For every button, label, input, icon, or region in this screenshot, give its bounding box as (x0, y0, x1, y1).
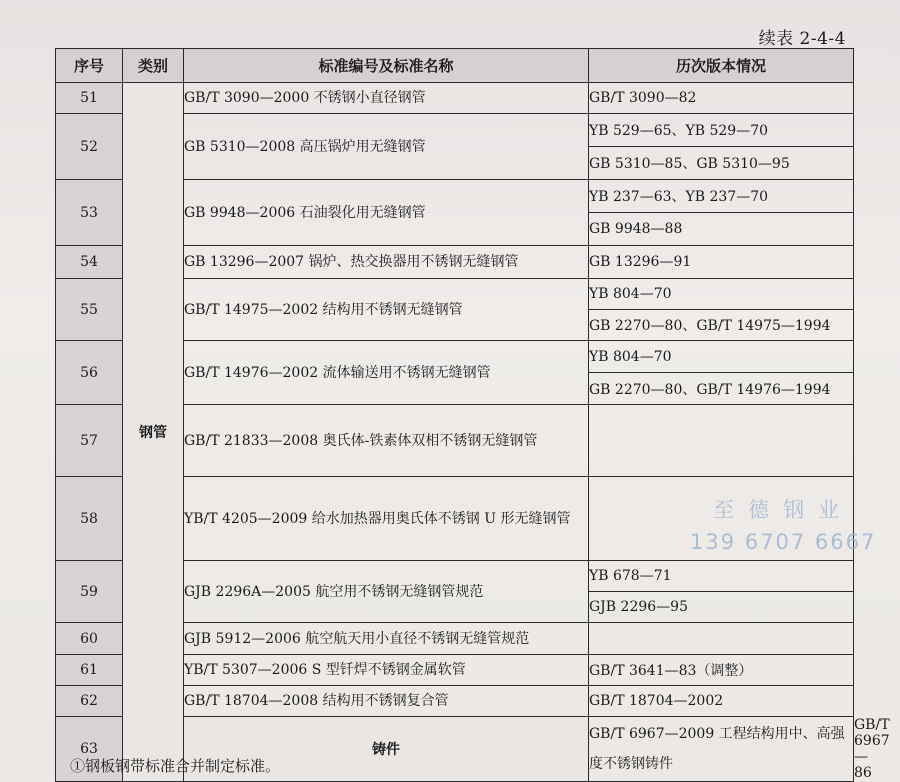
history-cell: YB 678—71 (589, 561, 854, 592)
table-row: 63 铸件 GB/T 6967—2009 工程结构用中、高强度不锈钢铸件 GB/T 6967—86 (56, 717, 854, 782)
row-number: 53 (56, 180, 123, 246)
standard-name: GJB 2296A—2005 航空用不锈钢无缝钢管规范 (184, 561, 589, 623)
header-category: 类别 (123, 49, 184, 83)
category-cell: 铸件 (184, 717, 589, 782)
standard-name: GJB 5912—2006 航空航天用小直径不锈钢无缝管规范 (184, 623, 589, 655)
history-cell-empty (589, 623, 854, 655)
history-cell: GB/T 18704—2002 (589, 686, 854, 717)
watermark-name: 至德钢业 (713, 498, 854, 522)
history-cell: GB 13296—91 (589, 246, 854, 279)
standard-name: GB/T 14976—2002 流体输送用不锈钢无缝钢管 (184, 341, 589, 405)
history-cell: GJB 2296—95 (589, 592, 854, 623)
row-number: 60 (56, 623, 123, 655)
standard-name: GB 13296—2007 锅炉、热交换器用不锈钢无缝钢管 (184, 246, 589, 279)
row-number: 54 (56, 246, 123, 279)
header-row (56, 49, 854, 83)
history-cell: GB/T 3090—82 (589, 83, 854, 114)
standard-name: GB/T 18704—2008 结构用不锈钢复合管 (184, 686, 589, 717)
history-cell: GB 2270—80、GB/T 14975—1994 (589, 310, 854, 341)
row-number: 52 (56, 114, 123, 180)
history-cell-empty (589, 405, 854, 477)
table-caption: 续表 2-4-4 (758, 29, 846, 49)
history-cell: YB 529—65、YB 529—70 (589, 114, 854, 147)
standard-name: GB/T 14975—2002 结构用不锈钢无缝钢管 (184, 279, 589, 341)
header-no: 序号 (56, 49, 123, 83)
standard-name: GB 9948—2006 石油裂化用无缝钢管 (184, 180, 589, 246)
history-cell: YB 804—70 (589, 341, 854, 373)
header-history: 历次版本情况 (589, 49, 854, 83)
row-number: 63 (56, 717, 123, 782)
table-row (56, 83, 854, 114)
standard-name: GB/T 21833—2008 奥氏体-铁素体双相不锈钢无缝钢管 (184, 405, 589, 477)
standard-name: GB/T 3090—2000 不锈钢小直径钢管 (184, 83, 589, 114)
history-cell: GB 2270—80、GB/T 14976—1994 (589, 373, 854, 405)
standard-name: GB 5310—2008 高压锅炉用无缝钢管 (184, 114, 589, 180)
row-number: 59 (56, 561, 123, 623)
watermark-phone: 139 6707 6667 (690, 530, 877, 554)
row-number: 55 (56, 279, 123, 341)
row-number: 56 (56, 341, 123, 405)
header-standard: 标准编号及标准名称 (184, 49, 589, 83)
category-cell: 钢管 (123, 83, 184, 782)
footnote: ①钢板钢带标准合并制定标准。 (70, 757, 281, 775)
row-number: 57 (56, 405, 123, 477)
history-cell: GB 5310—85、GB 5310—95 (589, 147, 854, 180)
row-number: 51 (56, 83, 123, 114)
history-cell: GB 9948—88 (589, 213, 854, 246)
standard-name: YB/T 4205—2009 给水加热器用奥氏体不锈钢 U 形无缝钢管 (184, 477, 589, 561)
standard-name: GB/T 6967—2009 工程结构用中、高强度不锈钢铸件 (589, 717, 854, 782)
history-cell: YB 804—70 (589, 279, 854, 310)
history-cell: GB/T 3641—83（调整） (589, 655, 854, 686)
watermark (690, 494, 876, 554)
row-number: 61 (56, 655, 123, 686)
row-number: 58 (56, 477, 123, 561)
row-number: 62 (56, 686, 123, 717)
standard-name: YB/T 5307—2006 S 型钎焊不锈钢金属软管 (184, 655, 589, 686)
standards-table (55, 48, 890, 782)
history-cell: YB 237—63、YB 237—70 (589, 180, 854, 213)
